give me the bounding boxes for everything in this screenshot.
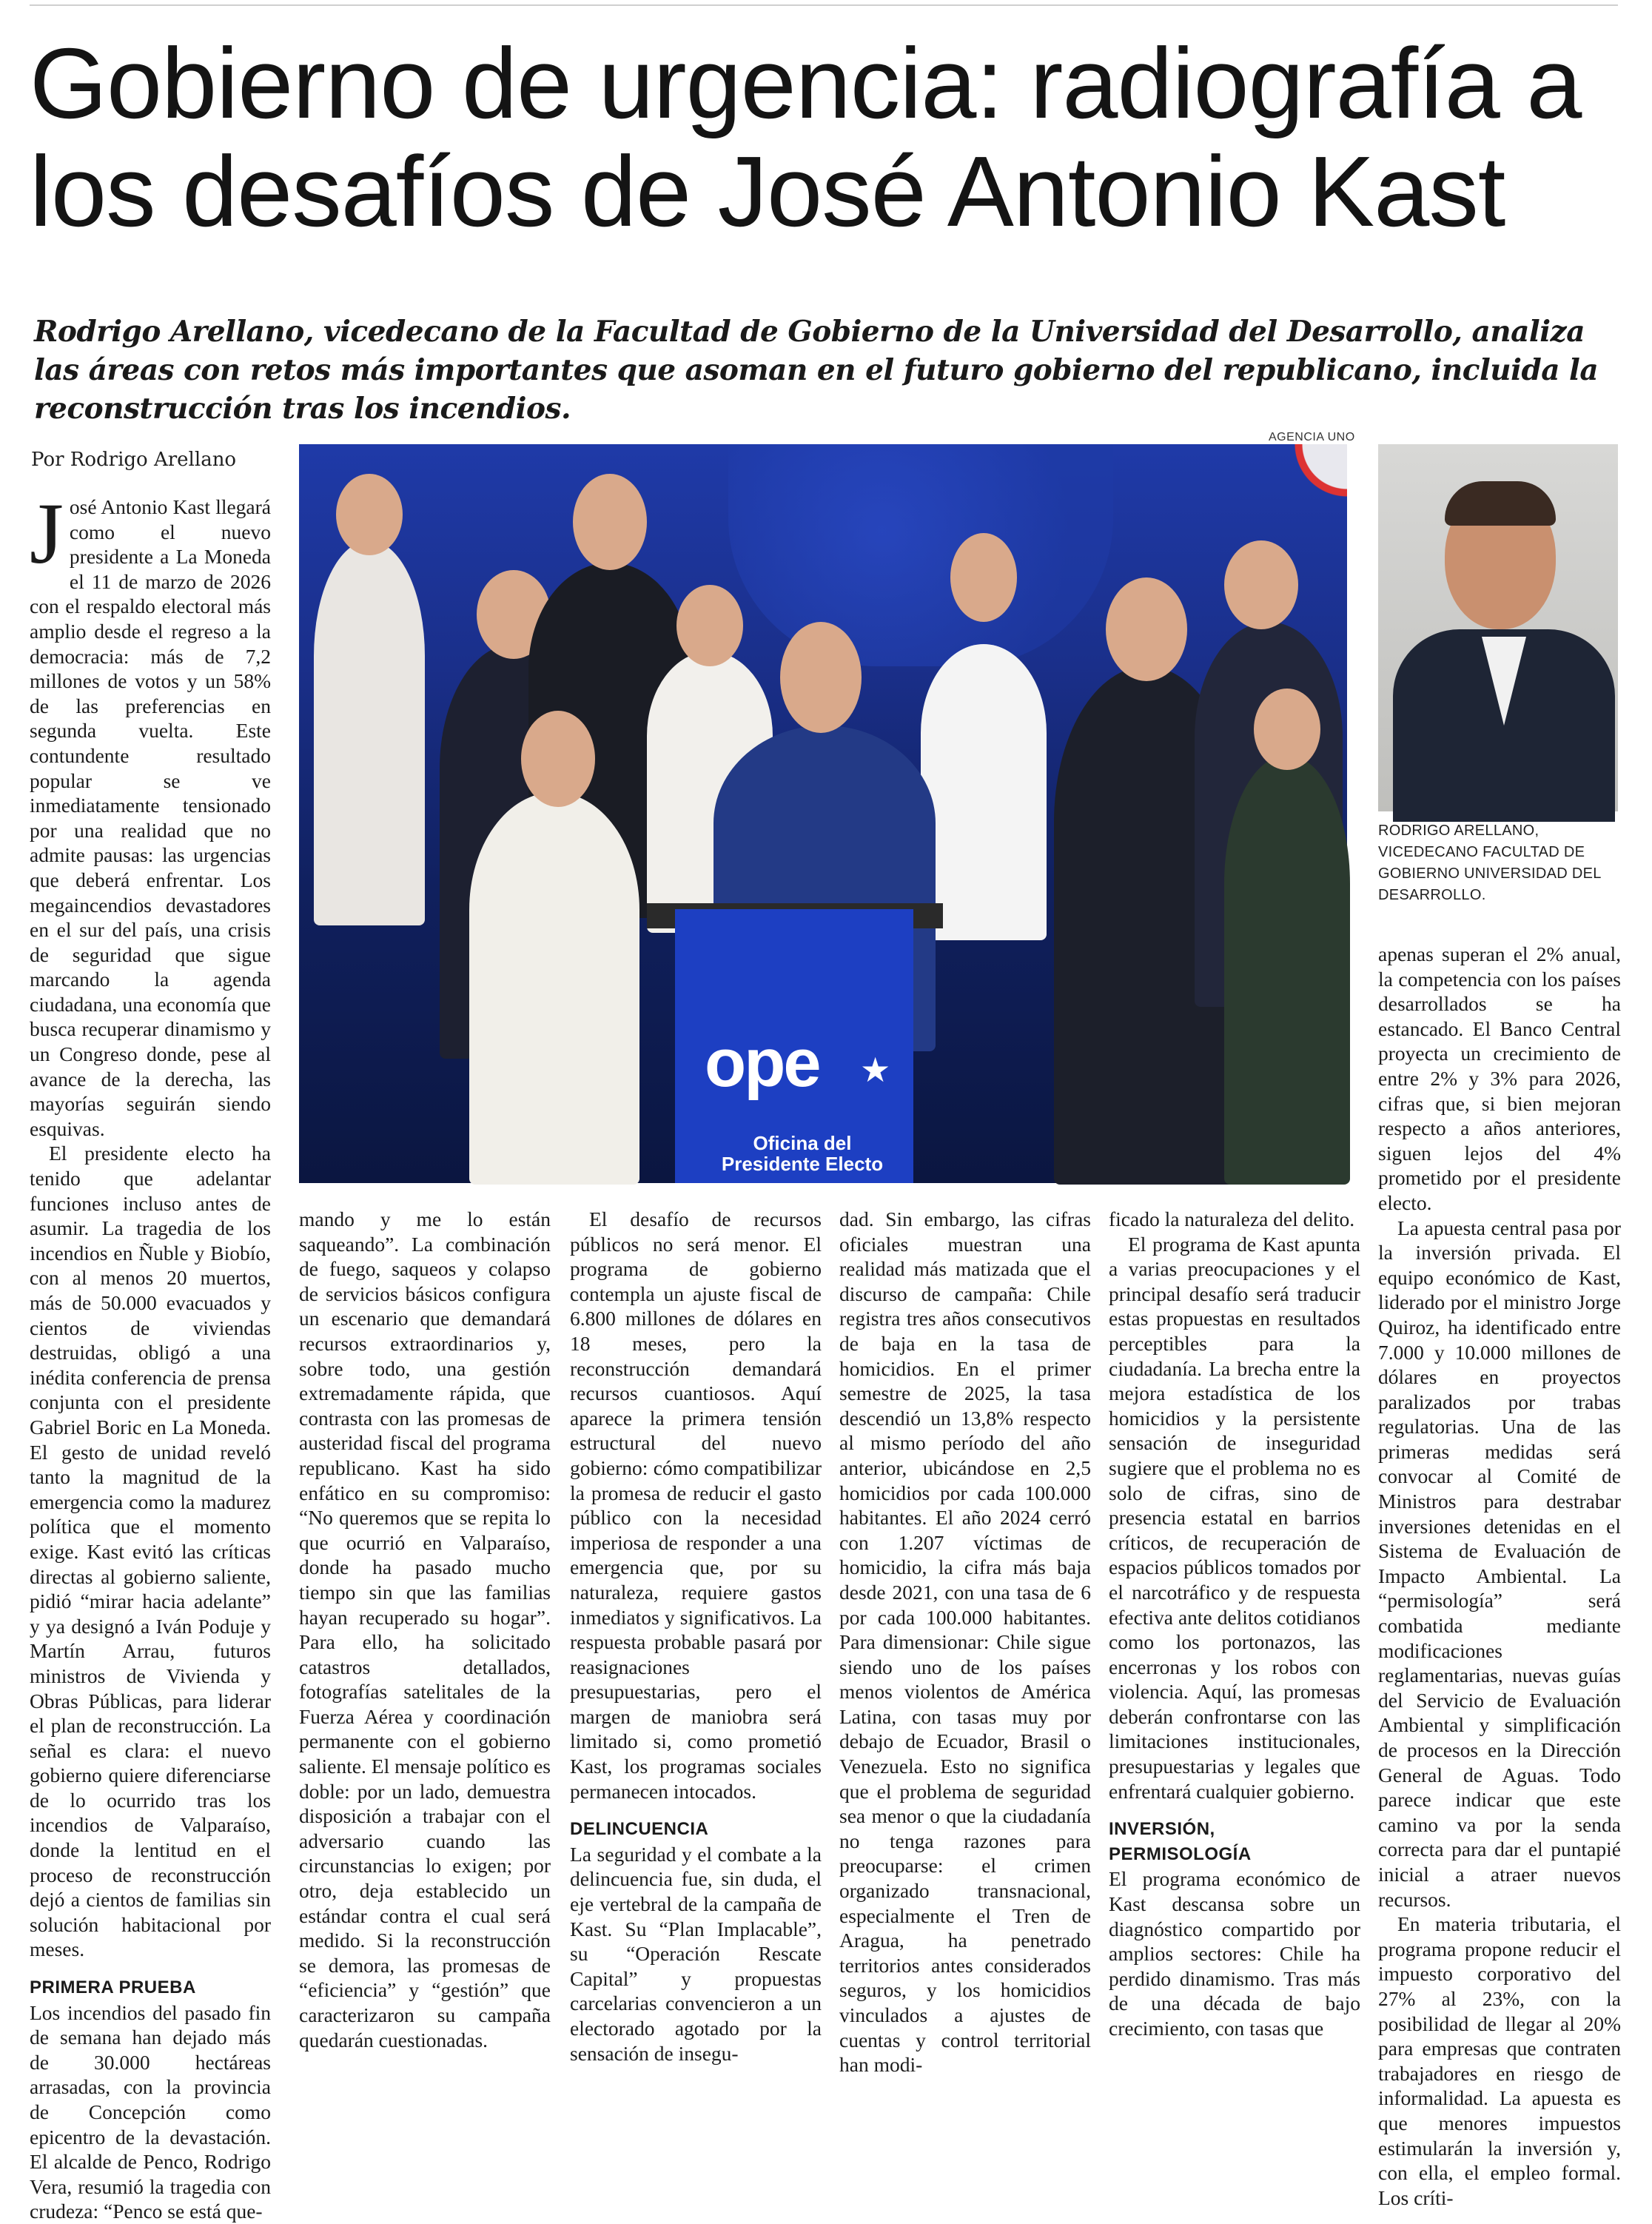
article-paragraph: La seguridad y el combate a la delincuencia fue, sin duda, el eje vertebral de la campaña de Kast. Su “Plan Implacable”, su “Operación Rescate Capital” y propuestas carcelarias convencieron a un electorado agotado por la sensación de insegu- bbox=[570, 1842, 822, 2065]
person-figure bbox=[1224, 755, 1350, 1185]
paragraph-text: osé Antonio Kast llegará como el nuevo presidente a La Moneda el 11 de marzo de 2026 con el respaldo electoral más amplio desde el regreso a la democracia: más de 7,2 millones de votos y un 58% de las preferencias en segunda vuelta. Este contundente resultado popular se ve inmediatamente tensionado por una realidad que no admite pausas: las urgencias que deberá enfrentar. Los megaincendios devastadores en el sur del país, una crisis de seguridad que sigue marcando la agenda ciudadana, una economía que busca recuperar dinamismo y un Congreso donde, pese al avance de la derecha, las mayorías seguirán siendo esquivas. bbox=[30, 495, 271, 1140]
drop-cap: J bbox=[30, 485, 64, 582]
article-paragraph: El programa de Kast apunta a varias preocupaciones y el principal desafío será traducir estas propuestas en resultados perceptibles para la ciudadanía. La brecha entre la mejora estadística de los homicidios y la persistente sensación de inseguridad sugiere que el problema no es solo de cifras, sino de presencia estatal en barrios críticos, de recuperación de espacios públicos tomados por el narcotráfico y de respuesta efectiva ante delitos cotidianos como los portonazos, las encerronas y los robos con violencia. Aquí, las promesas deberán confrontarse con las limitaciones institucionales, presupuestarias y legales que enfrentará cualquier gobierno. bbox=[1109, 1232, 1360, 1803]
article-paragraph: El desafío de recursos públicos no será menor. El programa de gobierno contempla un ajuste fiscal de 6.800 millones de dólares en 18 meses, pero la reconstrucción demandará recursos cuantiosos. Aquí aparece la primera tensión estructural del nuevo gobierno: cómo compatibilizar la promesa de reducir el gasto público con la necesidad imperiosa de responder a una emergencia que, por su naturaleza, requiere gastos inmediatos y significativos. La respuesta probable pasará por reasignaciones presupuestarias, pero el margen de maniobra será limitado si, como prometió Kast, los programas sociales permanecen intocados. bbox=[570, 1208, 822, 1803]
article-paragraph: mando y me lo están saqueando”. La combinación de fuego, saqueos y colapso de servicios básicos configura un escenario que demandará recursos extraordinarios y, sobre todo, una gestión extremadamente rápida, que contrasta con las promesas de austeridad fiscal del programa republicano. Kast ha sido enfático en su compromiso: “No queremos que se repita lo que ocurrió en Valparaíso, donde ha pasado mucho tiempo sin que las familias hayan recuperado su hogar”. Para ello, ha solicitado catastros detallados, fotografías satelitales de la Fuerza Aérea y coordinación permanente con el gobierno saliente. El mensaje político es doble: por un lado, demuestra disposición a trabajar con el adversario cuando las circunstancias lo exigen; por otro, deja establecido un estándar contra el cual será medido. Si la reconstrucción se demora, las promesas de “eficiencia” y “gestión” que caracterizaron su campaña quedarán cuestionadas. bbox=[299, 1208, 551, 2051]
top-rule bbox=[30, 4, 1618, 6]
podium-subtitle: Oficina del Presidente Electo bbox=[721, 1132, 884, 1175]
photo-credit: AGENCIA UNO bbox=[1269, 431, 1355, 443]
article-paragraph: En materia tributaria, el programa propone reducir el impuesto corporativo del 27% al 23%, con la posibilidad de llegar al 20% para empresas que contraten trabajadores en riesgo de informalidad. La apuesta es que menores impuestos estimularán la inversión y, con ella, el empleo formal. Los críti- bbox=[1378, 1912, 1621, 2209]
article-paragraph: La apuesta central pasa por la inversión privada. El equipo económico de Kast, liderado por el ministro Jorge Quiroz, ha identificado entre 7.000 y 10.000 millones de dólares en proyectos paralizados por trabas regulatorias. Una de las primeras medidas será convocar al Comité de Ministros para destrabar inversiones detenidas en el Sistema de Evaluación de Impacto Ambiental. La “permisología” será combatida mediante modificaciones reglamentarias, nuevas guías del Servicio de Evaluación Ambiental y simplificación de procesos en la Dirección General de Aguas. Todo parece indicar que este camino va por la senda correcta para dar el puntapié inicial a atraer nuevos recursos. bbox=[1378, 1216, 1621, 1911]
person-head bbox=[676, 585, 743, 666]
section-heading: PRIMERA PRUEBA bbox=[30, 1977, 196, 1998]
main-photo bbox=[299, 444, 1347, 1183]
article-deck: Rodrigo Arellano, vicedecano de la Facultad de Gobierno de la Universidad del Desarrollo, analiza las áreas con retos más importantes que asoman en el futuro gobierno del republicano, incluida la reconstrucción tras los incendios. bbox=[34, 315, 1599, 426]
backdrop-logo-shape bbox=[728, 444, 1113, 666]
article-column-3 bbox=[570, 1207, 822, 2066]
article-paragraph: dad. Sin embargo, las cifras oficiales muestran una realidad más matizada que el discurso de campaña: Chile registra tres años consecutivos de baja en la tasa de homicidios. En el primer semestre de 2025, la tasa descendió un 13,8% respecto al mismo período del año anterior, ubicándose en 2,5 homicidios por cada 100.000 habitantes. El año 2024 cerró con 1.207 víctimas de homicidio, la cifra más baja desde 2021, con una tasa de 6 por cada 100.000 habitantes. Para dimensionar: Chile sigue siendo uno de los países menos violentos de América Latina, con tasas muy por debajo de Ecuador, Brasil o Venezuela. Esto no significa que el problema de seguridad sea menor o que la ciudadanía no tenga razones para preocuparse: el crimen organizado transnacional, especialmente el Tren de Aragua, ha penetrado territorios antes considerados seguros, y los homicidios vinculados a ajustes de cuentas y control territorial han modi- bbox=[839, 1208, 1091, 2077]
article-headline: Gobierno de urgencia: radiografía a los desafíos de José Antonio Kast bbox=[30, 27, 1582, 247]
article-column-5 bbox=[1109, 1207, 1360, 2041]
person-head bbox=[950, 533, 1017, 622]
person-figure bbox=[469, 792, 639, 1185]
star-icon: ★ bbox=[860, 1050, 891, 1090]
section-heading: DELINCUENCIA bbox=[570, 1819, 709, 1840]
person-head bbox=[521, 711, 595, 807]
article-column-4 bbox=[839, 1207, 1091, 2077]
article-column-2 bbox=[299, 1207, 551, 2052]
byline: Por Rodrigo Arellano bbox=[31, 449, 237, 471]
article-paragraph: El programa económico de Kast descansa sobre un diagnóstico compartido por amplios sectores: Chile ha perdido dinamismo. Tras más de una década de bajo crecimiento, con tasas que bbox=[1109, 1867, 1360, 2040]
person-head bbox=[1254, 689, 1320, 770]
person-head bbox=[573, 474, 647, 570]
article-paragraph: El presidente electo ha tenido que adelantar funciones incluso antes de asumir. La tragedia de los incendios en Ñuble y Biobío, con al menos 20 muertos, más de 50.000 evacuados y cientos de viviendas destruidas, obligó a una inédita conferencia de prensa conjunta con el presidente Gabriel Boric en La Moneda. El gesto de unidad reveló tanto la magnitud de la emergencia como la madurez política que el momento exige. Kast evitó las críticas directas al gobierno saliente, pidió “mirar hacia adelante” y ya designó a Iván Poduje y Martín Arrau, futuros ministros de Vivienda y Obras Públicas, para liderar el plan de reconstrucción. La señal es clara: el nuevo gobierno quiere diferenciarse de lo ocurrido tras los incendios de Valparaíso, donde la lentitud en el proceso de reconstrucción dejó a cientos de familias sin solución habitacional por meses. bbox=[30, 1142, 271, 1961]
portrait-hair bbox=[1445, 481, 1556, 526]
article-paragraph: Los incendios del pasado fin de semana han dejado más de 30.000 hectáreas arrasadas, con la provincia de Concepción como epicentro de la devastación. El alcalde de Penco, Rodrigo Vera, resumió la tragedia con crudeza: “Penco se está que- bbox=[30, 2000, 271, 2223]
person-head bbox=[336, 474, 403, 555]
person-head bbox=[1224, 540, 1298, 629]
person-figure bbox=[921, 644, 1047, 940]
article-column-1 bbox=[30, 485, 271, 2224]
person-head bbox=[1106, 577, 1187, 681]
portrait-caption: RODRIGO ARELLANO, VICEDECANO FACULTAD DE GOBIERNO UNIVERSIDAD DEL DESARROLLO. bbox=[1378, 823, 1601, 903]
portrait-photo bbox=[1378, 444, 1618, 811]
person-figure bbox=[314, 540, 425, 925]
section-heading: INVERSIÓN, PERMISOLOGÍA bbox=[1109, 1819, 1252, 1864]
article-paragraph bbox=[30, 485, 271, 1141]
article-column-6 bbox=[1378, 942, 1621, 2210]
article-paragraph: ficado la naturaleza del delito. bbox=[1109, 1208, 1355, 1230]
article-paragraph: apenas superan el 2% anual, la competencia con los países desarrollados se ha estancado. El Banco Central proyecta un crecimiento de entre 2% y 3% para 2026, cifras que, si bien mejoran respecto a años anteriores, siguen lejos del 4% prometido por el presidente electo. bbox=[1378, 942, 1621, 1214]
podium-logo: ope bbox=[705, 1025, 819, 1101]
backdrop-corner-emblem bbox=[1266, 444, 1347, 533]
person-head bbox=[780, 622, 862, 733]
